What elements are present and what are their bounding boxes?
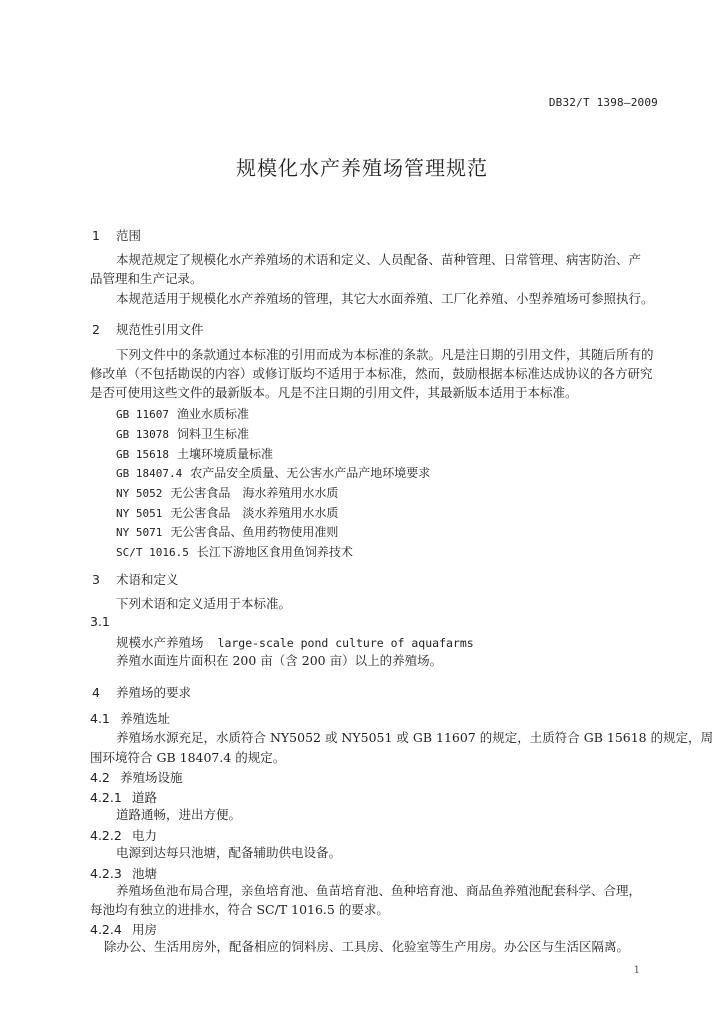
subsection-4-2-2-text: 电源到达每只池塘，配备辅助供电设备。 bbox=[116, 845, 342, 860]
section-title: 规范性引用文件 bbox=[116, 322, 204, 337]
subsection-title: 用房 bbox=[132, 922, 158, 937]
reference-name: 土壤环境质量标准 bbox=[176, 447, 273, 461]
subsection-number: 4.2.4 bbox=[90, 922, 122, 937]
subsection-4-1-line-2: 围环境符合 GB 18407.4 的规定。 bbox=[90, 750, 286, 765]
reference-item bbox=[116, 405, 249, 422]
reference-item bbox=[116, 523, 338, 540]
section-3-heading bbox=[92, 570, 179, 588]
subsection-number: 4.1 bbox=[90, 711, 110, 726]
page-number: 1 bbox=[633, 965, 640, 976]
subsection-4-1-heading bbox=[90, 709, 170, 727]
subsection-4-2-3-line-2: 每池均有独立的进排水，符合 SC/T 1016.5 的要求。 bbox=[90, 902, 389, 917]
section-number: 3 bbox=[92, 572, 100, 587]
reference-name: 农产品安全质量、无公害水产品产地环境要求 bbox=[190, 466, 431, 480]
section-1-paragraph-2: 本规范适用于规模化水产养殖场的管理，其它大水面养殖、工厂化养殖、小型养殖场可参照执行。 bbox=[116, 291, 654, 306]
reference-item bbox=[116, 445, 273, 462]
subsection-4-2-3-line-1: 养殖场鱼池布局合理，亲鱼培育池、鱼苗培育池、鱼种培育池、商品鱼养殖池配套科学、合理， bbox=[116, 883, 642, 898]
reference-item bbox=[116, 484, 338, 501]
section-1-heading bbox=[92, 226, 141, 244]
subsection-4-2-1-text: 道路通畅，进出方便。 bbox=[116, 807, 242, 822]
section-4-heading bbox=[92, 683, 191, 701]
reference-item bbox=[116, 464, 430, 481]
page-title: 规模化水产养殖场管理规范 bbox=[236, 156, 488, 180]
subsection-4-2-3-heading bbox=[90, 864, 157, 882]
section-2-paragraph-line-1: 下列文件中的条款通过本标准的引用而成为本标准的条款。凡是注日期的引用文件，其随后所有的 bbox=[116, 347, 654, 362]
reference-code: GB 13078 bbox=[116, 428, 169, 441]
section-2-paragraph-line-3: 是否可使用这些文件的最新版本。凡是不注日期的引用文件，其最新版本适用于本标准。 bbox=[90, 385, 578, 400]
subsection-title: 养殖选址 bbox=[120, 711, 171, 726]
reference-name: 无公害食品 淡水养殖用水水质 bbox=[170, 506, 339, 520]
reference-code: NY 5051 bbox=[116, 507, 163, 520]
section-number: 2 bbox=[92, 322, 100, 337]
reference-name: 长江下游地区食用鱼饲养技术 bbox=[196, 545, 353, 559]
reference-code: NY 5052 bbox=[116, 487, 163, 500]
subsection-4-2-2-heading bbox=[90, 826, 157, 844]
subsection-title: 电力 bbox=[132, 828, 158, 843]
section-1-paragraph-1-line-1: 本规范规定了规模化水产养殖场的术语和定义、人员配备、苗种管理、日常管理、病害防治、产 bbox=[116, 252, 642, 267]
term-definition: 养殖水面连片面积在 200 亩（含 200 亩）以上的养殖场。 bbox=[116, 653, 443, 668]
section-title: 术语和定义 bbox=[116, 572, 179, 587]
subsection-number: 4.2.3 bbox=[90, 866, 122, 881]
reference-code: GB 15618 bbox=[116, 448, 169, 461]
section-1-paragraph-1-line-2: 品管理和生产记录。 bbox=[90, 271, 203, 286]
subsection-title: 养殖场设施 bbox=[120, 770, 183, 785]
reference-code: GB 11607 bbox=[116, 408, 169, 421]
reference-code: SC/T 1016.5 bbox=[116, 546, 189, 559]
reference-item bbox=[116, 504, 338, 521]
reference-code: NY 5071 bbox=[116, 526, 163, 539]
subsection-4-1-line-1: 养殖场水源充足，水质符合 NY5052 或 NY5051 或 GB 11607 的规定，土质符合 GB 15618 的规定，周 bbox=[116, 730, 714, 745]
reference-item bbox=[116, 425, 249, 442]
reference-name: 渔业水质标准 bbox=[176, 407, 249, 421]
subsection-4-2-4-text: 除办公、生活用房外，配备相应的饲料房、工具房、化验室等生产用房。办公区与生活区隔离。 bbox=[104, 939, 630, 954]
reference-name: 无公害食品 海水养殖用水水质 bbox=[170, 486, 339, 500]
reference-name: 无公害食品、鱼用药物使用准则 bbox=[170, 525, 339, 539]
section-number: 1 bbox=[92, 228, 100, 243]
subsection-4-2-4-heading bbox=[90, 920, 157, 938]
term-chinese: 规模水产养殖场 bbox=[116, 635, 204, 650]
term-entry bbox=[116, 633, 474, 651]
subsection-4-2-heading bbox=[90, 768, 183, 786]
reference-name: 饲料卫生标准 bbox=[176, 427, 249, 441]
section-2-heading bbox=[92, 320, 204, 338]
subsection-3-1-number: 3.1 bbox=[90, 614, 110, 629]
section-title: 范围 bbox=[116, 228, 142, 243]
section-number: 4 bbox=[92, 685, 100, 700]
subsection-4-2-1-heading bbox=[90, 788, 157, 806]
section-2-paragraph-line-2: 修改单（不包括勘误的内容）或修订版均不适用于本标准，然而，鼓励根据本标准达成协议的各方研究 bbox=[90, 366, 653, 381]
subsection-number: 4.2 bbox=[90, 770, 110, 785]
section-3-intro: 下列术语和定义适用于本标准。 bbox=[116, 596, 292, 611]
subsection-title: 池塘 bbox=[132, 866, 158, 881]
term-english: large-scale pond culture of aquafarms bbox=[217, 636, 474, 650]
subsection-number: 4.2.2 bbox=[90, 828, 122, 843]
subsection-title: 道路 bbox=[132, 790, 158, 805]
document-number: DB32/T 1398—2009 bbox=[548, 96, 658, 109]
subsection-number: 4.2.1 bbox=[90, 790, 122, 805]
reference-item bbox=[116, 543, 353, 560]
reference-code: GB 18407.4 bbox=[116, 467, 183, 480]
section-title: 养殖场的要求 bbox=[116, 685, 192, 700]
